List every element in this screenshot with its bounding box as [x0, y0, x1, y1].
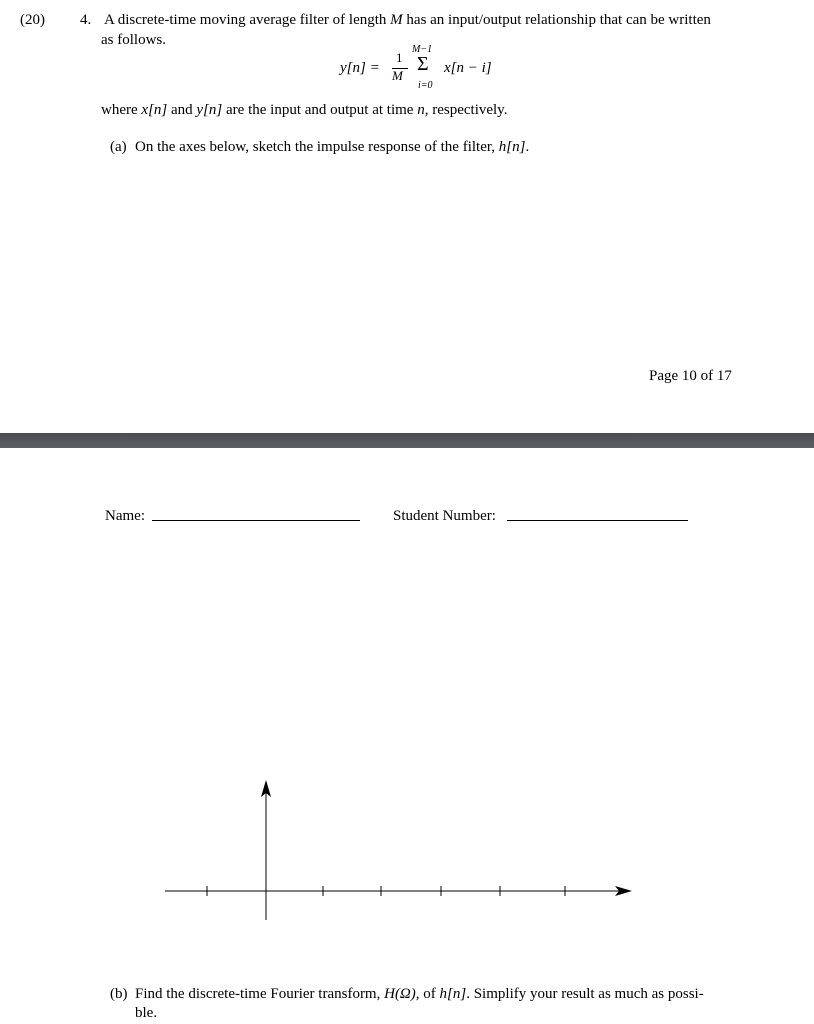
var-m: M: [390, 12, 403, 28]
where-n: n: [417, 102, 425, 118]
name-label: Name:: [105, 508, 145, 524]
part-b-label: (b): [110, 986, 128, 1002]
part-b-H: H(Ω): [384, 986, 416, 1002]
sum-lower-limit: i=0: [418, 80, 433, 91]
part-b-body2: , of: [415, 986, 440, 1002]
equation-lhs: y[n] =: [340, 60, 380, 76]
question-intro-line2: as follows.: [101, 32, 166, 48]
where-x: x[n]: [141, 102, 168, 118]
intro-text-b: has an input/output relationship that can be written: [402, 12, 711, 28]
sum-symbol: Σ: [417, 53, 429, 75]
page-footer: Page 10 of 17: [649, 368, 732, 384]
part-a-h: h[n]: [498, 139, 526, 155]
intro-text-a: A discrete-time moving average filter of length: [104, 12, 391, 28]
page-divider: [0, 433, 814, 448]
question-number: 4.: [80, 12, 92, 28]
part-a-text: [135, 139, 529, 156]
marks-label: (20): [20, 12, 45, 28]
where-t3: are the input and output at time: [222, 102, 418, 118]
part-b-body1: Find the discrete-time Fourier transform,: [135, 986, 385, 1002]
part-a-end: .: [525, 139, 530, 155]
equation-denominator: M: [392, 68, 403, 83]
where-t1: where: [101, 102, 142, 118]
part-a-body: On the axes below, sketch the impulse response of the filter,: [135, 139, 499, 155]
where-y: y[n]: [196, 102, 223, 118]
student-number-label: Student Number:: [393, 508, 496, 524]
sum-upper-limit: M−1: [412, 44, 433, 55]
sketch-axes: [160, 770, 640, 930]
part-b-line2: ble.: [135, 1005, 158, 1021]
part-b-body3: . Simplify your result as much as possi-: [466, 986, 704, 1002]
part-a-label: (a): [110, 139, 127, 155]
part-b-h: h[n]: [439, 986, 467, 1002]
equation-term: x[n − i]: [444, 60, 492, 76]
where-t2: and: [167, 102, 197, 118]
where-line: [101, 102, 507, 119]
equation: [340, 44, 540, 94]
equation-numerator: 1: [396, 50, 403, 65]
student-number-field-line: [507, 520, 688, 521]
where-t4: , respectively.: [424, 102, 508, 118]
name-field-line: [152, 520, 360, 521]
part-b-text: [135, 986, 704, 1003]
question-intro: [104, 12, 711, 29]
